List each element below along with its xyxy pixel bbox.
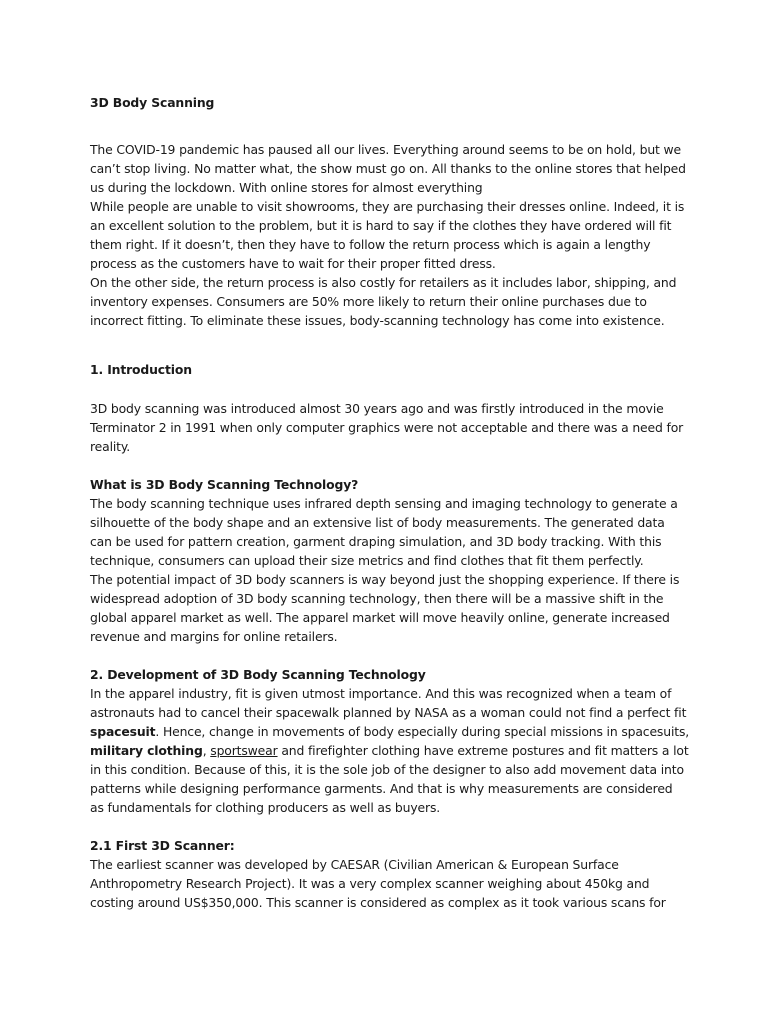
what-is-paragraph-2: The potential impact of 3D body scanners is way beyond just the shopping experience. If there is widespread adoption of 3D body scanning technology, then there will be a massive shift in the global apparel market as well. The apparel market will move heavily online, generate increased revenue and margins for online retailers. — [90, 572, 680, 644]
what-is-heading: What is 3D Body Scanning Technology? — [90, 477, 359, 492]
sportswear-link[interactable]: sportswear — [210, 743, 278, 758]
section-2-heading: 2. Development of 3D Body Scanning Technology — [90, 667, 426, 682]
intro-paragraph-2: While people are unable to visit showrooms, they are purchasing their dresses online. Indeed, it is an excellent solution to the problem, but it is hard to say if the clothes they have ordered will fit them right. If it doesn’t, then they have to follow the return process which is again a lengthy process as the customers have to wait for their proper fitted dress. — [90, 199, 685, 271]
document-page — [90, 93, 690, 912]
spacesuit-term: spacesuit — [90, 724, 156, 739]
section-2-1-heading: 2.1 First 3D Scanner: — [90, 838, 235, 853]
section-2-text-a: In the apparel industry, fit is given utmost importance. And this was recognized when a team of astronauts had to cancel their spacewalk planned by NASA as a woman could not find a perfect fit — [90, 686, 687, 720]
section-1-heading: 1. Introduction — [90, 362, 192, 377]
section-2-text-c: , — [202, 743, 211, 758]
section-2-text-b: . Hence, change in movements of body especially during special missions in spacesuits, — [155, 724, 690, 739]
document-title: 3D Body Scanning — [90, 95, 215, 110]
military-clothing-term: military clothing — [90, 743, 203, 758]
section-1-paragraph: 3D body scanning was introduced almost 30 years ago and was firstly introduced in the movie Terminator 2 in 1991 when only computer graphics were not acceptable and there was a need for reality. — [90, 401, 684, 454]
section-2-text-d: and firefighter clothing have extreme postures and fit matters a lot in this condition. Because of this, it is the sole job of the designer to also add movement data into patterns while designing performance garments. And that is why measurements are considered as fundamentals for clothing producers as well as buyers. — [90, 743, 689, 815]
section-2-paragraph — [90, 684, 690, 817]
section-2-1-paragraph: The earliest scanner was developed by CAESAR (Civilian American & European Surface Anthropometry Research Project). It was a very complex scanner weighing about 450kg and costing around US$350,000. This scanner is considered as complex as it took various scans for — [90, 857, 666, 910]
intro-paragraph-3: On the other side, the return process is also costly for retailers as it includes labor, shipping, and inventory expenses. Consumers are 50% more likely to return their online purchases due to incorrect fitting. To eliminate these issues, body-scanning technology has come into existence. — [90, 275, 677, 328]
what-is-paragraph-1: The body scanning technique uses infrared depth sensing and imaging technology to generate a silhouette of the body shape and an extensive list of body measurements. The generated data can be used for pattern creation, garment draping simulation, and 3D body tracking. With this technique, consumers can upload their size metrics and find clothes that fit them perfectly. — [90, 496, 678, 568]
intro-paragraph-1: The COVID-19 pandemic has paused all our lives. Everything around seems to be on hold, but we can’t stop living. No matter what, the show must go on. All thanks to the online stores that helped us during the lockdown. With online stores for almost everything — [90, 142, 686, 195]
